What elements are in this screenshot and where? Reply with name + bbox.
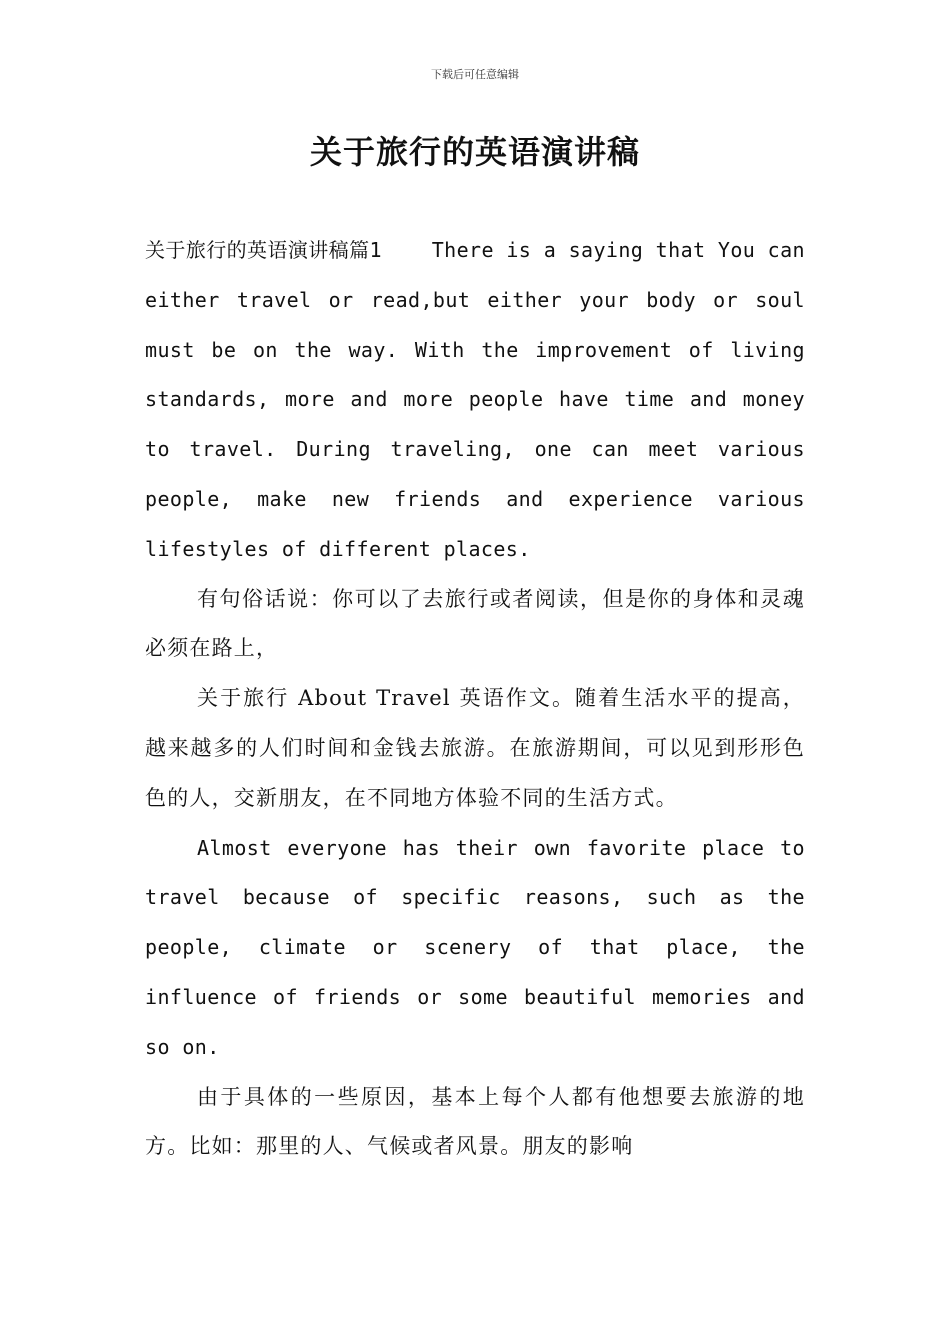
page-title: 关于旅行的英语演讲稿	[309, 133, 640, 171]
paragraph-1: 关于旅行的英语演讲稿篇1 There is a saying that You can either travel or read,but either your body or soul must be on the way. With the improvement of living standards, more and more people have time and money to travel. During traveling, one can meet various people, make new friends and experience various lifestyles of different places.	[145, 238, 805, 561]
paragraph-4: Almost everyone has their own favorite place to travel because of specific reasons, such as the people, climate or scenery of that place, the influence of friends or some beautiful memories and so on.	[145, 835, 805, 1059]
paragraph-5: 由于具体的一些原因，基本上每个人都有他想要去旅游的地方。比如：那里的人、气候或者风景。朋友的影响	[145, 1084, 805, 1159]
paragraph-3: 关于旅行 About Travel 英语作文。随着生活水平的提高，越来越多的人们时间和金钱去旅游。在旅游期间，可以见到形形色色的人，交新朋友，在不同地方体验不同的生活方式。	[145, 686, 805, 810]
paragraph-2: 有句俗话说：你可以了去旅行或者阅读，但是你的身体和灵魂必须在路上，	[145, 586, 805, 661]
header-note: 下载后可任意编辑	[431, 68, 519, 81]
document-body	[145, 226, 805, 1172]
